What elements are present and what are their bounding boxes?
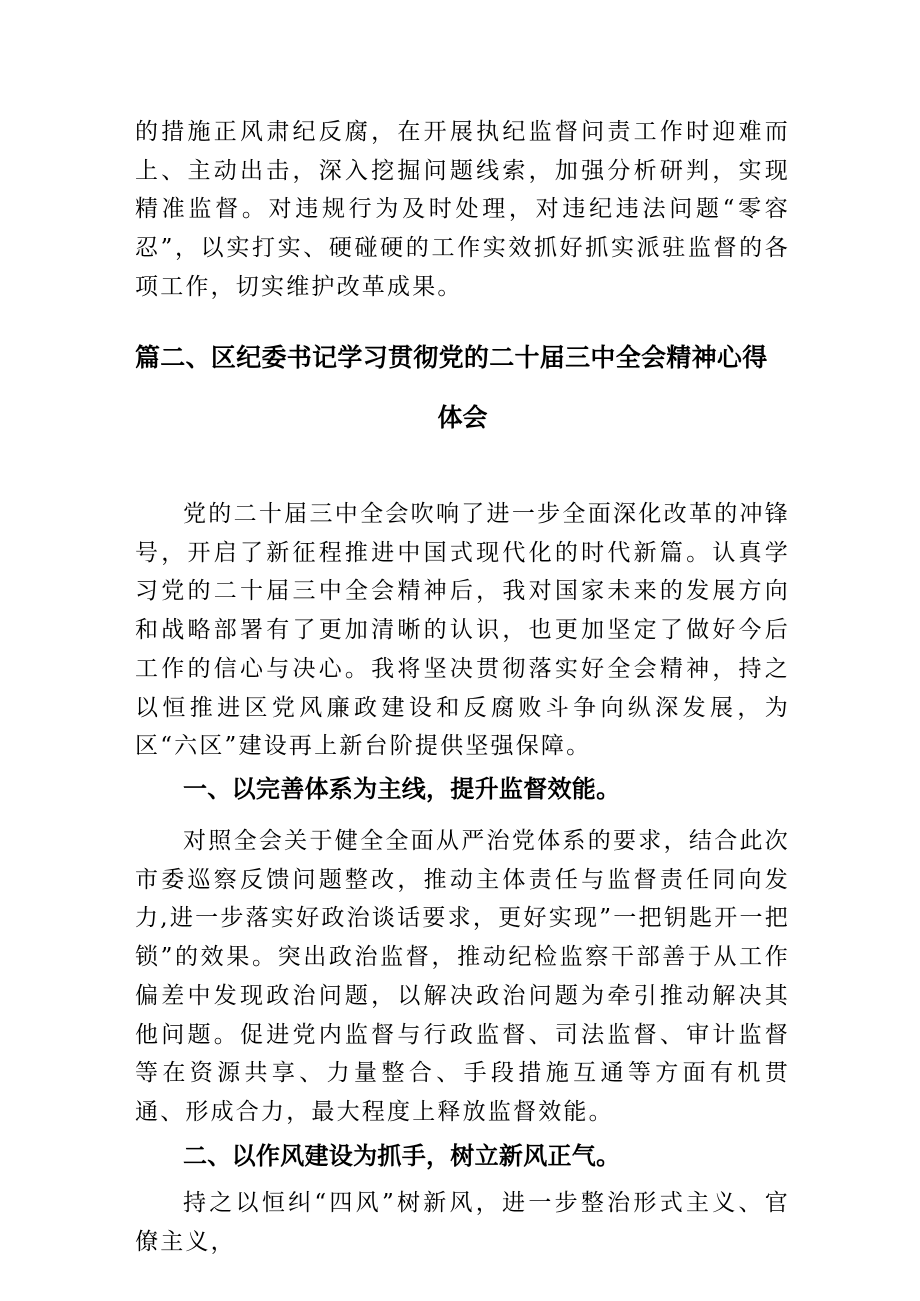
intro-paragraph: 的措施正风肃纪反腐，在开展执纪监督问责工作时迎难而上、主动出击，深入挖掘问题线索，加强分析研判，实现精准监督。对违规行为及时处理，对违纪违法问题“零容忍”，以实打实、硬碰硬的工作实效抓好抓实派驻监督的各项工作，切实维护改革成果。 <box>135 119 790 300</box>
paragraph-2: 对照全会关于健全全面从严治党体系的要求，结合此次市委巡察反馈问题整改，推动主体责任与监督责任同向发力,进一步落实好政治谈话要求，更好实现”一把钥匙开一把锁”的效果。突出政治监督，推动纪检监察干部善于从工作偏差中发现政治问题，以解决政治问题为牵引推动解决其他问题。促进党内监督与行政监督、司法监督、审计监督等在资源共享、力量整合、手段措施互通等方面有机贯通、形成合力，最大程度上释放监督效能。 <box>135 828 790 1125</box>
paragraph-3: 持之以恒纠“四风”树新风，进一步整治形式主义、官僚主义， <box>135 1190 790 1255</box>
paragraph-1: 党的二十届三中全会吹响了进一步全面深化改革的冲锋号，开启了新征程推进中国式现代化的时代新篇。认真学习党的二十届三中全会精神后，我对国家未来的发展方向和战略部署有了更加清晰的认识，也更加坚定了做好今后工作的信心与决心。我将坚决贯彻落实好全会精神，持之以恒推进区党风廉政建设和反腐败斗争向纵深发展，为区“六区”建设再上新台阶提供坚强保障。 <box>135 501 790 760</box>
section-title-line2: 体会 <box>437 403 488 432</box>
heading-2: 二、以作风建设为抓手，树立新风正气。 <box>183 1142 621 1170</box>
heading-1: 一、以完善体系为主线，提升监督效能。 <box>183 775 621 803</box>
section-title-line1: 篇二、区纪委书记学习贯彻党的二十届三中全会精神心得 <box>135 343 768 372</box>
